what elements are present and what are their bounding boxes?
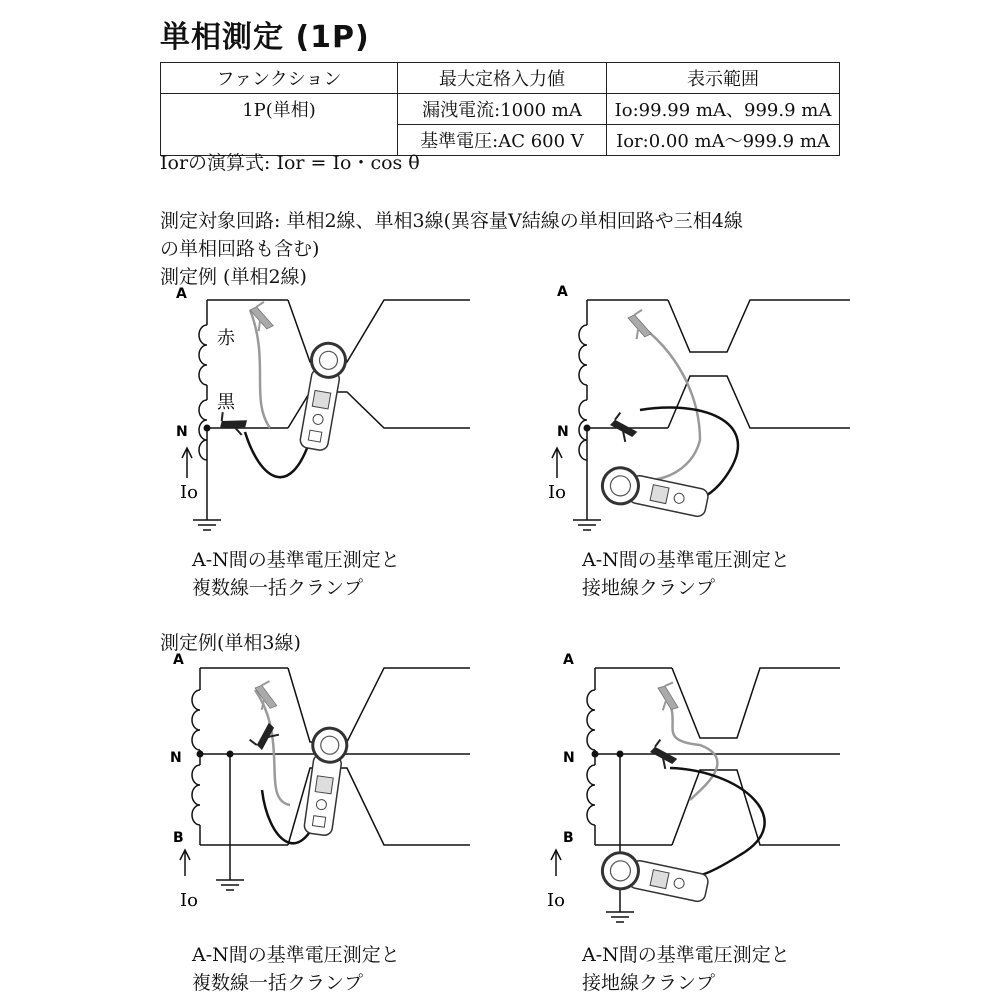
- header-function: ファンクション: [161, 63, 398, 94]
- caption-bulk-2-line2: 複数線一括クランプ: [192, 972, 364, 994]
- page-title: 単相測定 (1P): [160, 20, 370, 55]
- example2-heading: 測定例(単相3線): [160, 632, 301, 654]
- label-a: A: [176, 286, 187, 302]
- caption-ground-2-line1: A-N間の基準電圧測定と: [582, 944, 790, 966]
- label-n: N: [563, 750, 575, 766]
- cell-max-rating-voltage: 基準電圧:AC 600 V: [398, 125, 607, 156]
- cell-function: 1P(単相): [161, 94, 398, 156]
- caption-ground-1-line2: 接地線クランプ: [582, 577, 716, 599]
- diagram-3wire-ground: [547, 652, 840, 922]
- caption-bulk-2-line1: A-N間の基準電圧測定と: [192, 944, 400, 966]
- cell-range-ior: Ior:0.00 mA〜999.9 mA: [607, 125, 840, 156]
- caption-ground-1-line1: A-N間の基準電圧測定と: [582, 549, 790, 571]
- label-a: A: [563, 652, 574, 668]
- cell-range-io: Io:99.99 mA、999.9 mA: [607, 94, 840, 125]
- formula-text: Iorの演算式: Ior = Io・cos θ: [160, 152, 420, 174]
- target-circuits-line2: の単相回路も含む): [160, 238, 320, 260]
- caption-bulk-1-line1: A-N間の基準電圧測定と: [192, 549, 400, 571]
- header-display-range: 表示範囲: [607, 63, 840, 94]
- label-io: Io: [180, 890, 198, 911]
- diagram-3wire-bulk: [170, 652, 470, 911]
- label-a: A: [173, 652, 184, 668]
- label-black: 黒: [217, 392, 235, 413]
- caption-bulk-1-line2: 複数線一括クランプ: [192, 577, 364, 599]
- label-b: B: [173, 830, 184, 846]
- example1-heading: 測定例 (単相2線): [160, 266, 307, 288]
- cell-max-rating-leak: 漏洩電流:1000 mA: [398, 94, 607, 125]
- label-n: N: [557, 424, 569, 440]
- diagram-2wire-bulk: [176, 286, 470, 530]
- diagram-2wire-ground: [548, 284, 850, 530]
- label-red: 赤: [217, 328, 235, 349]
- caption-ground-2-line2: 接地線クランプ: [582, 972, 716, 994]
- label-io: Io: [180, 482, 198, 503]
- label-b: B: [563, 830, 574, 846]
- header-max-rating: 最大定格入力値: [398, 63, 607, 94]
- label-a: A: [557, 284, 568, 300]
- target-circuits-line1: 測定対象回路: 単相2線、単相3線(異容量V結線の単相回路や三相4線: [160, 210, 743, 232]
- label-n: N: [176, 424, 188, 440]
- label-n: N: [170, 750, 182, 766]
- label-io: Io: [547, 890, 565, 911]
- label-io: Io: [548, 482, 566, 503]
